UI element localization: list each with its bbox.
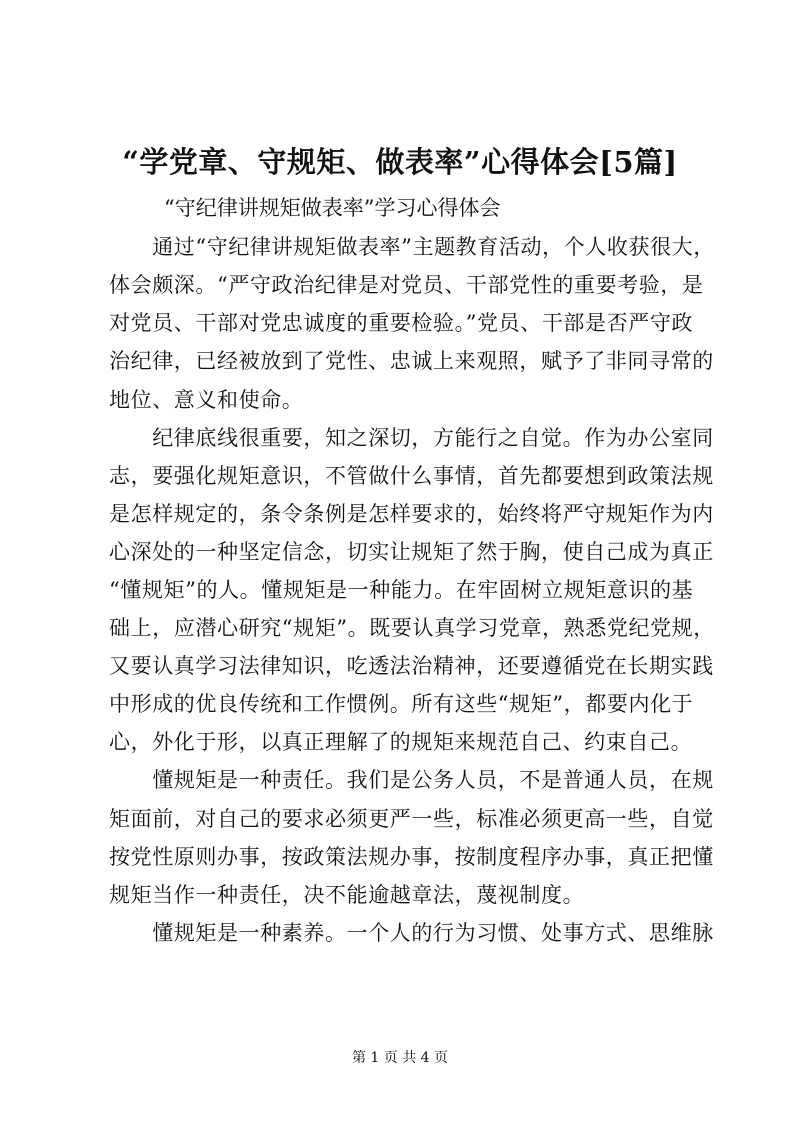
- body-line: “懂规矩”的人。懂规矩是一种能力。在牢固树立规矩意识的基: [109, 578, 694, 602]
- body-line: 心，外化于形，以真正理解了的规矩来规范自己、约束自己。: [109, 730, 693, 754]
- body-line: 础上，应潜心研究“规矩”。既要认真学习党章，熟悉党纪党规，: [109, 616, 715, 640]
- body-line: 规矩当作一种责任，决不能逾越章法，蔑视制度。: [109, 883, 585, 907]
- page-footer: 第 1 页 共 4 页: [351, 1050, 449, 1066]
- document-subtitle: “守纪律讲规矩做表率”学习心得体会: [164, 196, 501, 220]
- body-line: 矩面前，对自己的要求必须更严一些，标准必须更高一些，自觉: [109, 807, 714, 831]
- body-line: 中形成的优良传统和工作惯例。所有这些“规矩”，都要内化于: [109, 692, 694, 716]
- body-line: 懂规矩是一种素养。一个人的行为习惯、处事方式、思维脉: [109, 921, 714, 945]
- body-line: 又要认真学习法律知识，吃透法治精神，还要遵循党在长期实践: [109, 654, 714, 678]
- body-line: 治纪律，已经被放到了党性、忠诚上来观照，赋予了非同寻常的: [109, 349, 714, 373]
- body-line: 通过“守纪律讲规矩做表率”主题教育活动，个人收获很大，: [109, 235, 715, 259]
- body-line: 地位、意义和使命。: [109, 388, 304, 412]
- body-line: 心深处的一种坚定信念，切实让规矩了然于胸，使自己成为真正: [109, 540, 714, 564]
- body-line: 懂规矩是一种责任。我们是公务人员，不是普通人员，在规: [109, 768, 714, 792]
- body-line: 对党员、干部对党忠诚度的重要检验。”党员、干部是否严守政: [109, 311, 694, 335]
- body-line: 体会颇深。“严守政治纪律是对党员、干部党性的重要考验，是: [109, 273, 704, 297]
- body-line: 按党性原则办事，按政策法规办事，按制度程序办事，真正把懂: [109, 845, 714, 869]
- body-line: 志，要强化规矩意识，不管做什么事情，首先都要想到政策法规: [109, 464, 714, 488]
- document-title: “学党章、守规矩、做表率”心得体会[5篇]: [122, 145, 678, 179]
- body-line: 是怎样规定的，条令条例是怎样要求的，始终将严守规矩作为内: [109, 502, 714, 526]
- body-line: 纪律底线很重要，知之深切，方能行之自觉。作为办公室同: [109, 426, 714, 450]
